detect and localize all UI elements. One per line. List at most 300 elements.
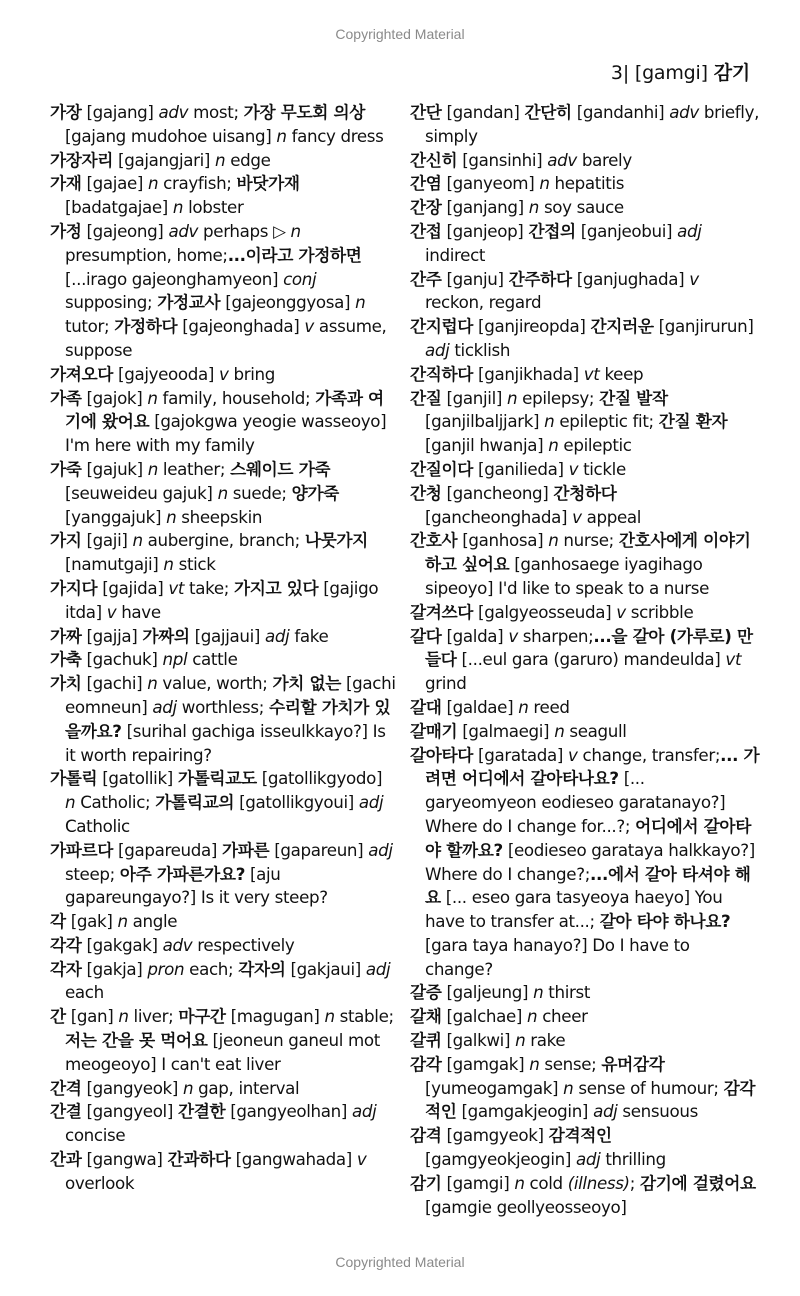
part-of-speech: n bbox=[166, 506, 177, 527]
headword: 가짜의 bbox=[142, 625, 190, 646]
part-of-speech: n bbox=[147, 458, 158, 479]
part-of-speech: n bbox=[324, 1006, 335, 1027]
entry-text: [garatada] bbox=[473, 744, 569, 765]
entry-text: thirst bbox=[543, 982, 591, 1003]
entry-text: [gansinhi] bbox=[457, 149, 548, 170]
entry-text: [gajyeooda] bbox=[113, 363, 220, 384]
running-head-romanization: [gamgi] bbox=[634, 62, 708, 84]
entry-text: [surihal gachiga isseulkkayo?] Is it worth repairing? bbox=[65, 720, 386, 765]
dictionary-entry bbox=[50, 648, 396, 672]
entry-text: cold bbox=[524, 1172, 568, 1193]
dictionary-entry bbox=[50, 1005, 396, 1076]
part-of-speech: v bbox=[508, 625, 518, 646]
entry-text: concise bbox=[65, 1125, 126, 1146]
dictionary-entry bbox=[50, 958, 396, 1006]
part-of-speech: n bbox=[548, 530, 559, 551]
headword: ...을 갈아 (가루로) 만들다 bbox=[425, 625, 753, 670]
entry-text: [galdae] bbox=[441, 696, 519, 717]
entry-text: barely bbox=[576, 149, 632, 170]
headword: 가축 bbox=[50, 649, 82, 670]
entry-text: [gajeong] bbox=[81, 220, 169, 241]
headword: 바닷가재 bbox=[236, 173, 300, 194]
headword: 양가죽 bbox=[291, 482, 339, 503]
entry-text: [gatollik] bbox=[97, 768, 178, 789]
entry-text: [gamgakjeogin] bbox=[456, 1101, 594, 1122]
part-of-speech: n bbox=[147, 173, 159, 194]
copyright-banner-bottom: Copyrighted Material bbox=[335, 1254, 465, 1270]
entry-text: [galchae] bbox=[441, 1006, 528, 1027]
headword: 가장 bbox=[50, 102, 82, 122]
dictionary-entry bbox=[410, 172, 760, 196]
dictionary-entry bbox=[410, 720, 760, 744]
entry-text: soy sauce bbox=[539, 197, 624, 218]
part-of-speech: adj bbox=[358, 792, 384, 813]
part-of-speech: adj bbox=[152, 696, 177, 717]
part-of-speech: n bbox=[147, 387, 158, 408]
dictionary-entry bbox=[50, 910, 396, 934]
headword: 갈대 bbox=[410, 696, 442, 717]
page-number: 3 bbox=[610, 62, 623, 84]
entry-text: [galkwi] bbox=[441, 1030, 516, 1051]
entry-text: [gamgak] bbox=[441, 1053, 530, 1074]
headword: 가톨릭 bbox=[50, 768, 98, 789]
part-of-speech: n bbox=[548, 435, 559, 456]
part-of-speech: n bbox=[217, 482, 228, 503]
headword: 간청하다 bbox=[553, 482, 617, 503]
entry-text: rake bbox=[525, 1030, 566, 1051]
entry-text: [gakjaui] bbox=[285, 958, 366, 979]
entry-text: [galjeung] bbox=[441, 982, 534, 1003]
entry-text: reckon, regard bbox=[425, 292, 542, 313]
part-of-speech: adj bbox=[264, 625, 290, 646]
entry-text: [... garyeomyeon eodieseo garatanayo?] Where do I change for...?; bbox=[425, 768, 726, 836]
headword: 아주 가파른가요? bbox=[119, 863, 246, 884]
entry-text: [aju gapareungayo?] Is it very steep? bbox=[65, 863, 328, 908]
entry-text: hepatitis bbox=[549, 173, 625, 194]
part-of-speech: adj bbox=[677, 220, 702, 241]
dictionary-entry bbox=[50, 577, 396, 625]
entry-text: crayfish; bbox=[158, 173, 237, 194]
headword: 갈채 bbox=[410, 1006, 442, 1027]
part-of-speech: n bbox=[118, 1006, 129, 1027]
entry-text: [gangyeolhan] bbox=[225, 1101, 353, 1122]
entry-text: grind bbox=[425, 673, 467, 694]
entry-text: [gajae] bbox=[81, 173, 148, 194]
headword: 간직하다 bbox=[410, 363, 474, 384]
entry-text: leather; bbox=[157, 458, 231, 479]
entry-text: [gajangjari] bbox=[113, 149, 216, 170]
entry-text: [ganjil] bbox=[441, 387, 507, 408]
headword: 간질 환자 bbox=[658, 411, 728, 432]
headword: 어디에서 갈아타야 할까요? bbox=[425, 815, 751, 860]
dictionary-entry bbox=[50, 1148, 396, 1196]
entry-text: stable; bbox=[334, 1006, 394, 1027]
headword: 간질이다 bbox=[410, 458, 474, 479]
headword: 각각 bbox=[50, 934, 82, 955]
entry-text: [gandanhi] bbox=[571, 102, 670, 122]
dictionary-entry bbox=[50, 839, 396, 910]
entry-text: [ganjughada] bbox=[571, 268, 690, 289]
entry-text: [gajeonggyosa] bbox=[220, 292, 356, 313]
headword: ...이라고 가정하면 bbox=[227, 244, 362, 265]
running-head bbox=[611, 58, 750, 85]
headword: 가죽 bbox=[50, 458, 82, 479]
entry-text: [gamgyeokjeogin] bbox=[425, 1149, 576, 1170]
part-of-speech: adv bbox=[669, 102, 699, 122]
part-of-speech: adv bbox=[168, 220, 199, 241]
entry-text: [gajang mudohoe uisang] bbox=[65, 125, 277, 146]
entry-text: [yumeogamgak] bbox=[425, 1077, 564, 1098]
entry-text: [seuweideu gajuk] bbox=[65, 482, 218, 503]
entry-text: [gatollikgyodo] bbox=[256, 768, 383, 789]
entry-text: [gaji] bbox=[81, 530, 133, 551]
headword: 간주하다 bbox=[508, 268, 572, 289]
part-of-speech: adv bbox=[162, 934, 193, 955]
headword: 간결한 bbox=[177, 1101, 226, 1122]
entry-text: cattle bbox=[187, 649, 238, 670]
part-of-speech: v bbox=[106, 601, 117, 622]
part-of-speech: v bbox=[616, 601, 626, 622]
headword: 가정하다 bbox=[114, 316, 178, 337]
headword: 스웨이드 가죽 bbox=[230, 458, 331, 479]
headword: 가지다 bbox=[50, 577, 98, 598]
headword: 가져오다 bbox=[50, 363, 114, 384]
entry-text: epileptic bbox=[558, 435, 632, 456]
entry-text: sense; bbox=[539, 1053, 602, 1074]
headword: 갈아 타야 하나요? bbox=[599, 911, 731, 932]
entry-text: overlook bbox=[65, 1172, 135, 1193]
entry-text: perhaps ▷ bbox=[198, 220, 291, 241]
entry-text: [gajuk] bbox=[81, 458, 148, 479]
part-of-speech: adj bbox=[575, 1149, 601, 1170]
headword: 간지럽다 bbox=[410, 316, 474, 337]
headword: 간단히 bbox=[524, 102, 572, 122]
entry-text: family, household; bbox=[157, 387, 316, 408]
dictionary-entry bbox=[50, 172, 396, 220]
entry-text: [gak] bbox=[65, 911, 118, 932]
entry-text: [gancheong] bbox=[441, 482, 554, 503]
dictionary-entry bbox=[410, 1053, 760, 1124]
entry-text: [gan] bbox=[65, 1006, 119, 1027]
headword: 갈겨쓰다 bbox=[410, 601, 474, 622]
part-of-speech: n bbox=[290, 220, 301, 241]
entry-text: [ganilieda] bbox=[473, 458, 569, 479]
headword: 갈퀴 bbox=[410, 1030, 442, 1051]
running-head-separator: | bbox=[622, 62, 630, 84]
entry-text: [ganjil hwanja] bbox=[425, 435, 549, 456]
headword: 갈다 bbox=[410, 625, 442, 646]
dictionary-column-left bbox=[50, 101, 396, 1196]
part-of-speech: vt bbox=[583, 363, 600, 384]
dictionary-entry bbox=[410, 981, 760, 1005]
headword: 가치 없는 bbox=[272, 673, 342, 694]
entry-text: [gandan] bbox=[441, 102, 525, 122]
entry-text: [ganju] bbox=[441, 268, 509, 289]
headword: 간질 발작 bbox=[599, 387, 668, 408]
entry-text: [...irago gajeonghamyeon] bbox=[65, 268, 284, 289]
headword: 간격 bbox=[50, 1077, 82, 1098]
part-of-speech: n bbox=[163, 554, 174, 575]
dictionary-entry bbox=[410, 149, 760, 173]
part-of-speech: n bbox=[563, 1077, 574, 1098]
entry-text: [gapareun] bbox=[269, 839, 369, 860]
headword: 가재 bbox=[50, 173, 82, 194]
entry-text: stick bbox=[173, 554, 216, 575]
part-of-speech: v bbox=[568, 458, 579, 479]
entry-text: lobster bbox=[183, 197, 244, 218]
part-of-speech: n bbox=[533, 982, 544, 1003]
part-of-speech: n bbox=[518, 696, 529, 717]
part-of-speech: n bbox=[554, 720, 565, 741]
dictionary-entry bbox=[50, 625, 396, 649]
headword: 간지러운 bbox=[590, 316, 654, 337]
dictionary-entry bbox=[410, 196, 760, 220]
entry-text: thrilling bbox=[600, 1149, 666, 1170]
headword: 간 bbox=[50, 1006, 66, 1027]
copyright-banner-top: Copyrighted Material bbox=[335, 26, 465, 42]
entry-text: nurse; bbox=[558, 530, 619, 551]
entry-text: fancy dress bbox=[286, 125, 384, 146]
entry-text: [gakgak] bbox=[81, 934, 163, 955]
entry-text: [gajigo itda] bbox=[65, 577, 379, 622]
part-of-speech: v bbox=[219, 363, 229, 384]
entry-text: sense of humour; bbox=[573, 1077, 724, 1098]
entry-text: scribble bbox=[625, 601, 694, 622]
entry-text: tutor; bbox=[65, 316, 115, 337]
entry-text: [gachi] bbox=[81, 673, 148, 694]
headword: 가정교사 bbox=[157, 292, 221, 313]
dictionary-entry bbox=[410, 387, 760, 458]
dictionary-entry bbox=[50, 672, 396, 767]
part-of-speech: n bbox=[117, 911, 128, 932]
entry-text: [jeoneun ganeul mot meogeoyo] I can't eat liver bbox=[65, 1030, 380, 1074]
headword: 간신히 bbox=[410, 149, 458, 170]
dictionary-entry bbox=[410, 315, 760, 363]
dictionary-entry bbox=[50, 767, 396, 838]
headword: 간단 bbox=[410, 102, 442, 122]
dictionary-entry bbox=[50, 1077, 396, 1101]
entry-text: cheer bbox=[537, 1006, 588, 1027]
entry-text: [gajok] bbox=[81, 387, 148, 408]
part-of-speech: n bbox=[527, 1006, 538, 1027]
part-of-speech: v bbox=[568, 744, 578, 765]
entry-text: briefly, simply bbox=[425, 102, 760, 146]
dictionary-entry bbox=[410, 268, 760, 316]
entry-text: gap, interval bbox=[193, 1077, 300, 1098]
entry-text: bring bbox=[228, 363, 276, 384]
headword: 갈아타다 bbox=[410, 744, 474, 765]
entry-text: have bbox=[116, 601, 161, 622]
part-of-speech: n bbox=[355, 292, 366, 313]
entry-text: [ganyeom] bbox=[441, 173, 540, 194]
part-of-speech: n bbox=[529, 1053, 540, 1074]
entry-text: [...eul gara (garuro) mandeulda] bbox=[456, 649, 726, 670]
part-of-speech: n bbox=[182, 1077, 194, 1098]
part-of-speech: adj bbox=[593, 1101, 618, 1122]
headword: 간접의 bbox=[528, 220, 576, 241]
entry-text: worthless; bbox=[176, 696, 269, 717]
entry-text: presumption, home; bbox=[65, 244, 228, 265]
entry-text: angle bbox=[127, 911, 178, 932]
headword: 수리할 가치가 있을까요? bbox=[65, 696, 391, 741]
dictionary-entry bbox=[50, 363, 396, 387]
headword: 가장자리 bbox=[50, 149, 114, 170]
headword: 각 bbox=[50, 911, 66, 932]
entry-text: [ganjireopda] bbox=[473, 316, 591, 337]
entry-text: Catholic bbox=[65, 815, 130, 836]
entry-text: [gangyeok] bbox=[81, 1077, 183, 1098]
part-of-speech: v bbox=[304, 316, 314, 337]
dictionary-entry bbox=[410, 363, 760, 387]
dictionary-entry bbox=[410, 696, 760, 720]
headword: 간호사 bbox=[410, 530, 458, 551]
headword: 마구간 bbox=[178, 1006, 226, 1027]
entry-text: sharpen; bbox=[517, 625, 594, 646]
running-head-headword: 감기 bbox=[713, 62, 750, 84]
entry-text: reed bbox=[528, 696, 570, 717]
headword: 가톨릭교도 bbox=[177, 768, 257, 789]
headword: 각자 bbox=[50, 958, 82, 979]
headword: 간과하다 bbox=[167, 1149, 231, 1170]
dictionary-entry bbox=[50, 934, 396, 958]
headword: 가파른 bbox=[221, 839, 270, 860]
headword: 가파르다 bbox=[50, 839, 114, 860]
part-of-speech: adv bbox=[158, 102, 189, 122]
entry-text: epileptic fit; bbox=[554, 411, 659, 432]
headword: 가톨릭교의 bbox=[155, 792, 235, 813]
headword: 가족과 여기에 왔어요 bbox=[65, 387, 384, 432]
headword: 갈매기 bbox=[410, 720, 458, 741]
entry-text: [ganjeobui] bbox=[575, 220, 678, 241]
entry-text: change, transfer; bbox=[577, 744, 721, 765]
entry-text: [namutgaji] bbox=[65, 554, 164, 575]
entry-text: [gangwahada] bbox=[230, 1149, 357, 1170]
entry-text: edge bbox=[225, 149, 271, 170]
entry-text: [yanggajuk] bbox=[65, 506, 167, 527]
dictionary-entry bbox=[410, 744, 760, 982]
headword: 간과 bbox=[50, 1149, 82, 1170]
entry-text: [ganjirurun] bbox=[653, 316, 754, 337]
headword: 간장 bbox=[410, 197, 442, 218]
dictionary-entry bbox=[410, 1029, 760, 1053]
entry-text: respectively bbox=[192, 934, 295, 955]
dictionary-entry bbox=[50, 387, 396, 458]
dictionary-entry bbox=[410, 601, 760, 625]
headword: 가장 무도회 의상 bbox=[243, 102, 365, 122]
part-of-speech: vt bbox=[168, 577, 185, 598]
entry-text: [... eseo gara tasyeoya haeyo] You have to transfer at...; bbox=[425, 887, 723, 932]
entry-text: each bbox=[65, 982, 104, 1003]
headword: 감각적인 bbox=[425, 1077, 756, 1122]
entry-text: [gajeonghada] bbox=[177, 316, 305, 337]
entry-text: indirect bbox=[425, 244, 486, 265]
entry-text: [magugan] bbox=[225, 1006, 325, 1027]
entry-text: [ganjang] bbox=[441, 197, 529, 218]
dictionary-entry bbox=[410, 1172, 760, 1220]
entry-text: sheepskin bbox=[176, 506, 263, 527]
headword: 간질 bbox=[410, 387, 442, 408]
entry-text: [eodieseo garataya halkkayo?] Where do I change?; bbox=[425, 839, 755, 884]
entry-text: [gajokgwa yeogie wasseoyo] I'm here with my family bbox=[65, 411, 387, 456]
part-of-speech: conj bbox=[283, 268, 317, 289]
entry-text: appeal bbox=[581, 506, 642, 527]
entry-text: [gatollikgyoui] bbox=[234, 792, 359, 813]
dictionary-entry bbox=[50, 101, 396, 149]
entry-text: [gangyeol] bbox=[81, 1101, 178, 1122]
entry-text: Catholic; bbox=[75, 792, 156, 813]
entry-text: ticklish bbox=[449, 339, 511, 360]
entry-text: epilepsy; bbox=[517, 387, 600, 408]
headword: 감각 bbox=[410, 1053, 442, 1074]
headword: 간결 bbox=[50, 1101, 82, 1122]
entry-text: [gamgyeok] bbox=[441, 1125, 549, 1146]
entry-text: most; bbox=[188, 102, 244, 122]
entry-text: [gajja] bbox=[81, 625, 143, 646]
headword: 가짜 bbox=[50, 625, 82, 646]
headword: 저는 간을 못 먹어요 bbox=[65, 1030, 208, 1051]
headword: 가지고 있다 bbox=[233, 577, 319, 598]
part-of-speech: n bbox=[132, 530, 143, 551]
part-of-speech: n bbox=[544, 411, 555, 432]
entry-text: [galmaegi] bbox=[457, 720, 555, 741]
headword: 간주 bbox=[410, 268, 442, 289]
entry-text: steep; bbox=[65, 863, 120, 884]
entry-text: [ganjilbaljjark] bbox=[425, 411, 545, 432]
entry-text: [gachuk] bbox=[81, 649, 163, 670]
entry-text: [gamgie geollyeosseoyo] bbox=[425, 1196, 627, 1217]
part-of-speech: vt bbox=[725, 649, 742, 670]
part-of-speech: n bbox=[65, 792, 76, 813]
headword: 가치 bbox=[50, 673, 82, 694]
part-of-speech: n bbox=[528, 197, 539, 218]
entry-text: assume, suppose bbox=[65, 316, 387, 360]
dictionary-entry bbox=[410, 1124, 760, 1172]
entry-text: [gajang] bbox=[81, 102, 159, 122]
entry-text: [gapareuda] bbox=[113, 839, 222, 860]
part-of-speech: v bbox=[689, 268, 699, 289]
entry-text: [badatgajae] bbox=[65, 197, 173, 218]
entry-text: take; bbox=[184, 577, 234, 598]
dictionary-entry bbox=[50, 529, 396, 577]
entry-text: [gangwa] bbox=[81, 1149, 168, 1170]
part-of-speech: n bbox=[514, 1172, 525, 1193]
entry-text: [gajida] bbox=[97, 577, 169, 598]
headword: 가지 bbox=[50, 530, 82, 551]
entry-text: value, worth; bbox=[157, 673, 273, 694]
part-of-speech: adj bbox=[365, 958, 391, 979]
entry-text: [galgyeosseuda] bbox=[473, 601, 617, 622]
dictionary-column-right bbox=[410, 101, 760, 1219]
entry-text: [gancheonghada] bbox=[425, 506, 573, 527]
entry-text: supposing; bbox=[65, 292, 158, 313]
entry-text: [ganjikhada] bbox=[473, 363, 584, 384]
entry-text: [ganhosa] bbox=[457, 530, 549, 551]
entry-text: aubergine, branch; bbox=[142, 530, 305, 551]
entry-text: seagull bbox=[564, 720, 627, 741]
entry-text: sensuous bbox=[617, 1101, 698, 1122]
part-of-speech: pron bbox=[147, 958, 185, 979]
part-of-speech: n bbox=[506, 387, 518, 408]
headword: 간접 bbox=[410, 220, 442, 241]
part-of-speech: npl bbox=[162, 649, 188, 670]
headword: 간청 bbox=[410, 482, 442, 503]
headword: 갈증 bbox=[410, 982, 442, 1003]
entry-text: ; bbox=[629, 1172, 640, 1193]
headword: 유머감각 bbox=[601, 1053, 665, 1074]
part-of-speech: (illness) bbox=[567, 1172, 630, 1193]
dictionary-entry bbox=[410, 625, 760, 696]
part-of-speech: adv bbox=[547, 149, 577, 170]
